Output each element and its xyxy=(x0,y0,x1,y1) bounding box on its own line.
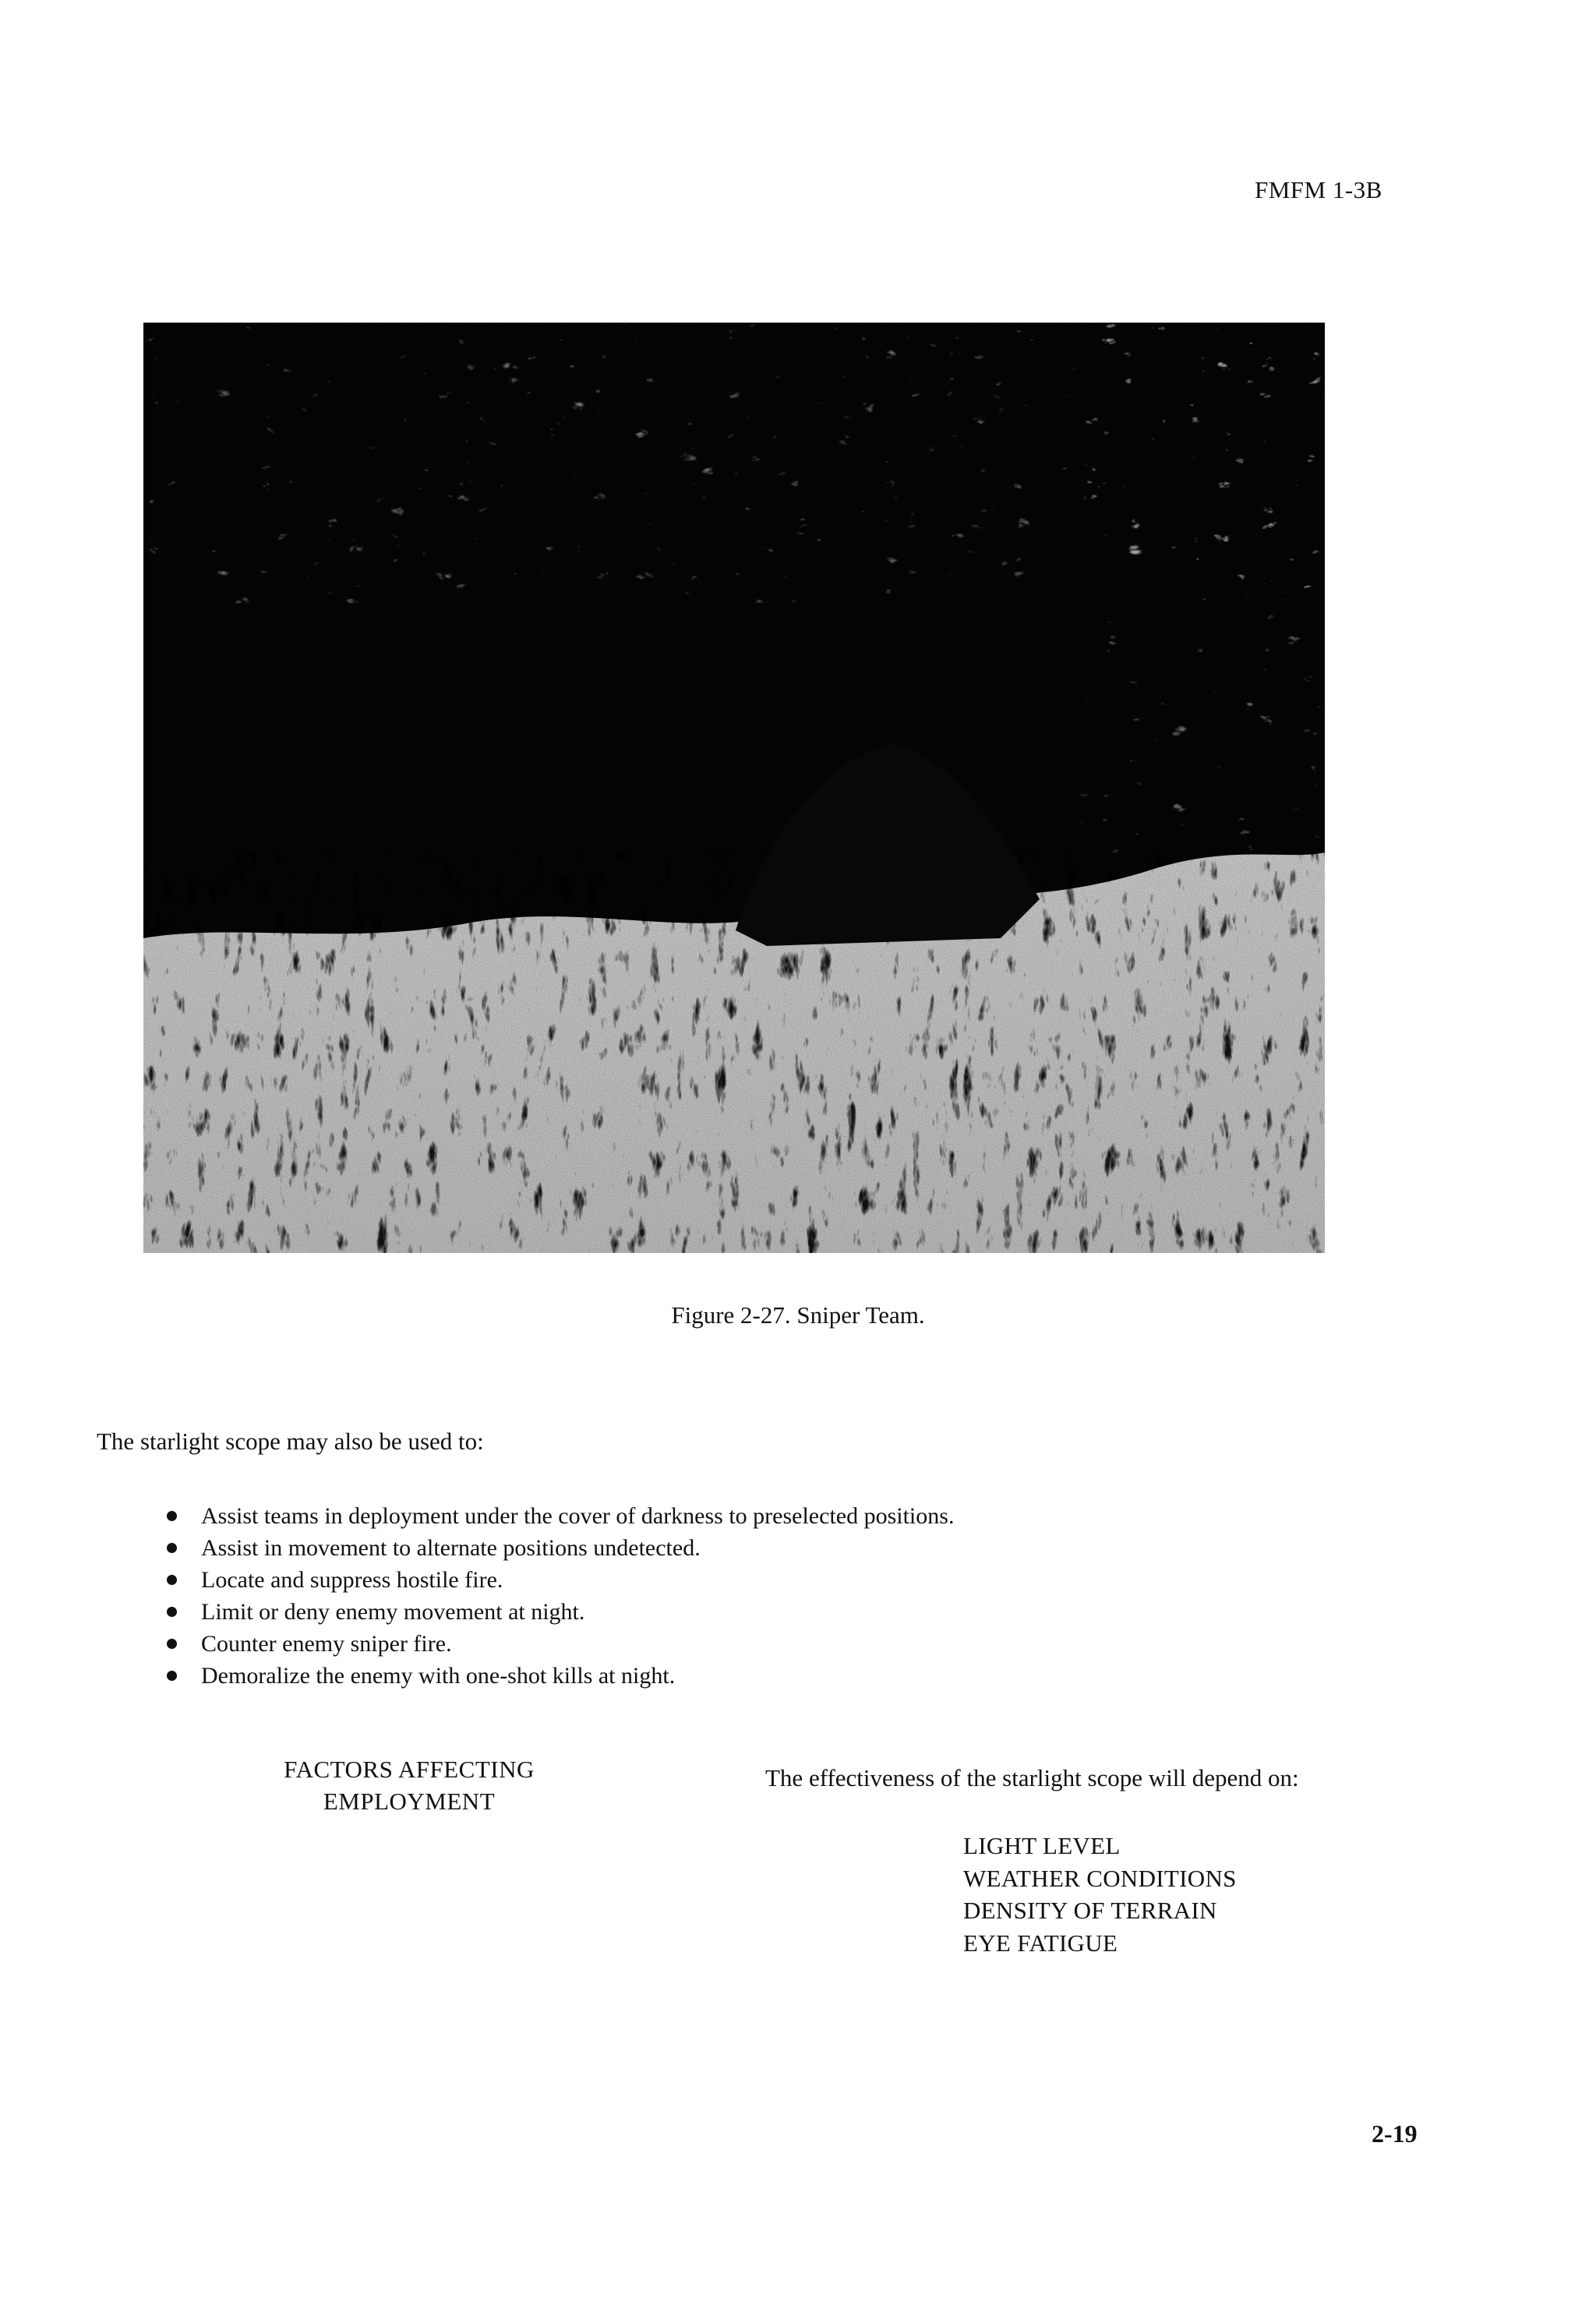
bullet-icon xyxy=(167,1511,177,1521)
factors-heading-line2: EMPLOYMENT xyxy=(323,1788,496,1815)
bullet-icon xyxy=(167,1575,177,1585)
page-number: 2-19 xyxy=(1372,2120,1418,2148)
intro-sentence: The starlight scope may also be used to: xyxy=(97,1428,484,1455)
sniper-team-photo xyxy=(143,323,1325,1253)
list-item: Assist teams in deployment under the cover of darkness to preselected positions. xyxy=(164,1500,954,1532)
list-item: Locate and suppress hostile fire. xyxy=(164,1564,954,1596)
list-item: Limit or deny enemy movement at night. xyxy=(164,1596,954,1628)
list-item: DENSITY OF TERRAIN xyxy=(963,1897,1217,1924)
list-item: WEATHER CONDITIONS xyxy=(963,1864,1237,1892)
factors-list xyxy=(963,1830,1237,1959)
list-item: EYE FATIGUE xyxy=(963,1929,1118,1957)
factors-intro: The effectiveness of the starlight scope will depend on: xyxy=(765,1764,1299,1791)
figure-caption: Figure 2-27. Sniper Team. xyxy=(671,1301,925,1329)
bullet-icon xyxy=(167,1639,177,1649)
bullet-icon xyxy=(167,1607,177,1617)
factors-heading-line1: FACTORS AFFECTING xyxy=(284,1756,535,1783)
list-item: LIGHT LEVEL xyxy=(963,1832,1121,1859)
list-item: Demoralize the enemy with one-shot kills at night. xyxy=(164,1660,954,1692)
bullet-icon xyxy=(167,1671,177,1681)
bullet-icon xyxy=(167,1543,177,1553)
list-item: Counter enemy sniper fire. xyxy=(164,1628,954,1660)
document-id: FMFM 1-3B xyxy=(1255,176,1382,203)
list-item: Assist in movement to alternate positions undetected. xyxy=(164,1532,954,1564)
uses-list xyxy=(164,1500,954,1692)
factors-heading xyxy=(234,1753,584,1817)
